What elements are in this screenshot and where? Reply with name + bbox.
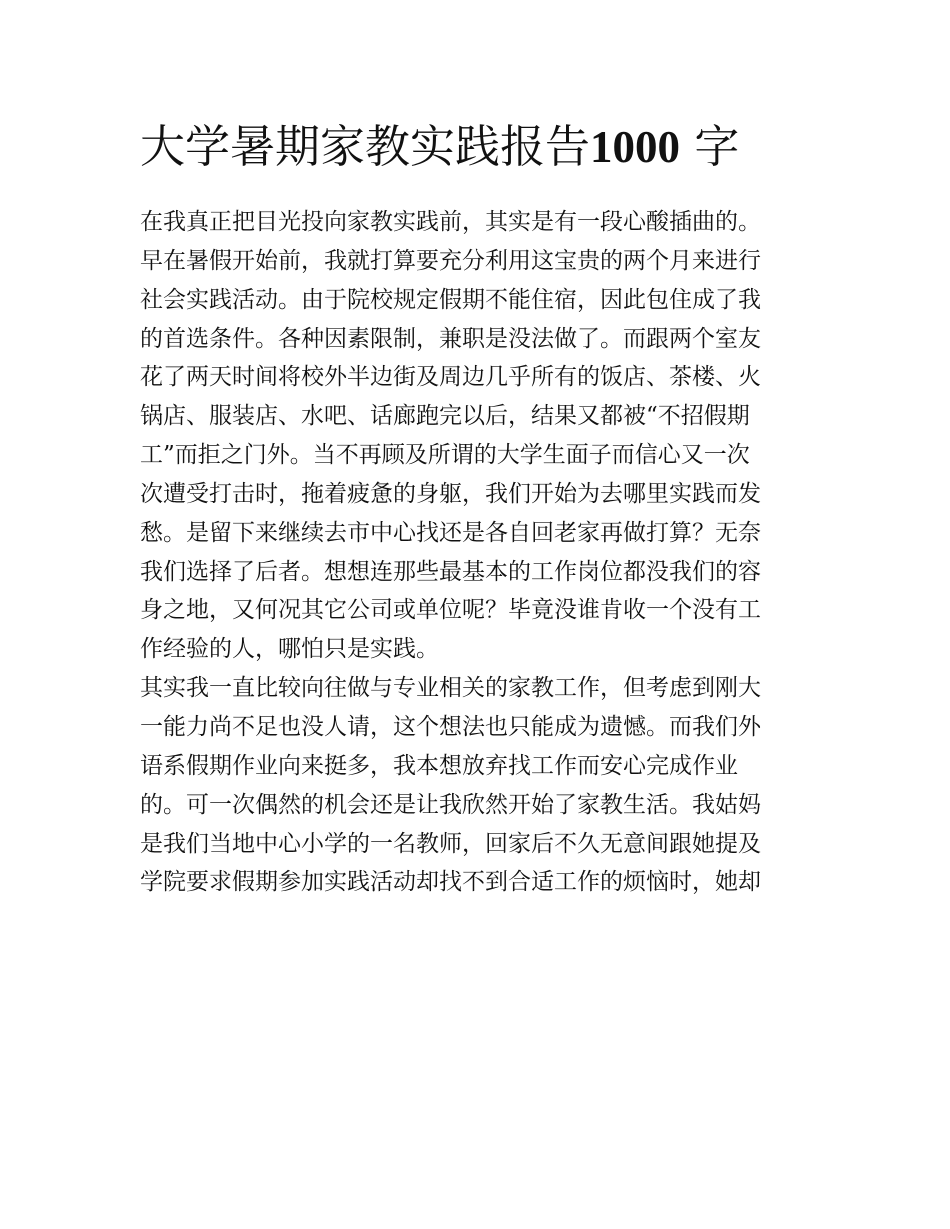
title-number: 1000 — [590, 122, 681, 172]
paragraph-line: 锅店、服装店、水吧、话廊跑完以后，结果又都被“不招假期 — [140, 403, 750, 430]
title-prefix: 大学暑期家教实践报告 — [140, 120, 591, 173]
paragraph-line: 在我真正把目光投向家教实践前，其实是有一段心酸插曲的。 — [140, 209, 761, 235]
paragraph-1 — [140, 203, 820, 669]
paragraph-line: 愁。是留下来继续去市中心找还是各自回老家再做打算？无奈 — [140, 519, 761, 546]
paragraph-line: 工”而拒之门外。当不再顾及所谓的大学生面子而信心又一次 — [140, 442, 750, 469]
paragraph-line: 的首选条件。各种因素限制，兼职是没法做了。而跟两个室友 — [140, 325, 761, 352]
paragraph-line: 语系假期作业向来挺多，我本想放弃找工作而安心完成作业 — [140, 752, 738, 779]
paragraph-line: 学院要求假期参加实践活动却找不到合适工作的烦恼时，她却 — [140, 869, 761, 896]
paragraph-line: 社会实践活动。由于院校规定假期不能住宿，因此包住成了我 — [140, 286, 761, 313]
title-suffix: 字 — [694, 120, 740, 173]
paragraph-line: 早在暑假开始前，我就打算要充分利用这宝贵的两个月来进行 — [140, 247, 761, 274]
document-body — [140, 203, 820, 902]
document-title — [140, 112, 820, 182]
paragraph-line: 我们选择了后者。想想连那些最基本的工作岗位都没我们的容 — [140, 558, 761, 585]
paragraph-2 — [140, 669, 820, 902]
paragraph-line: 的。可一次偶然的机会还是让我欣然开始了家教生活。我姑妈 — [140, 791, 761, 818]
paragraph-line: 作经验的人，哪怕只是实践。 — [140, 636, 439, 663]
paragraph-line: 一能力尚不足也没人请，这个想法也只能成为遗憾。而我们外 — [140, 713, 761, 740]
paragraph-line: 其实我一直比较向往做与专业相关的家教工作，但考虑到刚大 — [140, 675, 761, 702]
paragraph-line: 次遭受打击时，拖着疲惫的身躯，我们开始为去哪里实践而发 — [140, 480, 761, 507]
paragraph-line: 是我们当地中心小学的一名教师，回家后不久无意间跟她提及 — [140, 830, 761, 857]
paragraph-line: 花了两天时间将校外半边街及周边几乎所有的饭店、茶楼、火 — [140, 364, 761, 391]
paragraph-line: 身之地，又何况其它公司或单位呢？毕竟没谁肯收一个没有工 — [140, 597, 761, 624]
